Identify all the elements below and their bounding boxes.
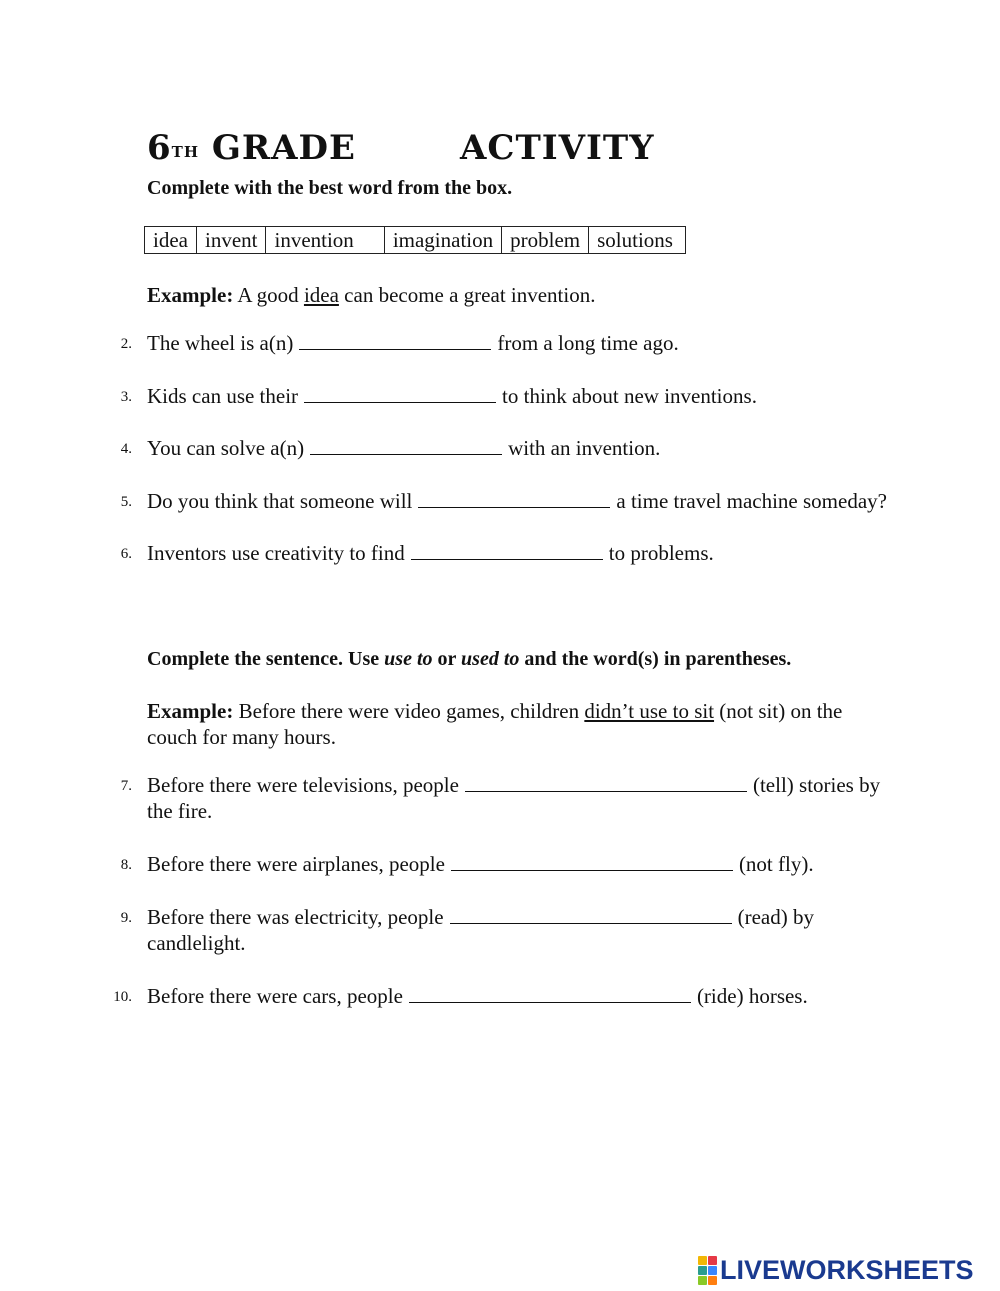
instruction-emphasis: use to [384,648,433,670]
liveworksheets-logo[interactable] [698,1255,974,1285]
example-text: can become a great invention. [338,283,596,307]
exercise-item [147,983,947,1009]
word-box-cell: invention [266,227,384,254]
answer-blank[interactable] [304,384,496,403]
answer-blank[interactable] [409,984,691,1003]
item-text: You can solve a(n) [147,436,305,460]
item-number: 5. [120,494,132,510]
word-box [144,226,686,254]
item-number: 7. [120,778,132,794]
section1-instruction: Complete with the best word from the box. [147,177,513,199]
exercise-item [147,488,967,514]
grade-suffix: TH [171,143,200,161]
exercise-item [147,435,947,461]
item-text-line2: candlelight. [147,931,246,955]
item-text: Before there were televisions, people [147,773,459,797]
item-text: (ride) horses. [696,984,808,1008]
word-box-cell: problem [502,227,589,254]
item-text: a time travel machine someday? [616,489,887,513]
item-text: (read) by [737,905,814,929]
item-text: from a long time ago. [497,331,679,355]
answer-blank[interactable] [310,436,502,455]
example-text: (not sit) on the [714,699,843,723]
logo-block [708,1276,717,1285]
logo-text: LIVEWORKSHEETS [720,1254,974,1285]
instruction-text: and the word(s) in parentheses. [519,648,792,670]
item-number: 4. [120,441,132,457]
exercise-item [147,383,947,409]
answer-blank[interactable] [451,852,733,871]
exercise-item [147,540,947,566]
item-text: Before there was electricity, people [147,905,444,929]
exercise-item [147,851,947,877]
word-box-cell: idea [145,227,197,254]
grade-word: GRADE [211,128,356,168]
example-answer: idea [303,283,339,307]
item-number: 8. [120,857,132,873]
item-number: 6. [120,546,132,562]
example-text-line2: couch for many hours. [147,725,336,749]
section2-example [147,698,927,724]
item-text: Do you think that someone will [147,489,413,513]
section2-instruction [147,647,967,671]
example-text: Before there were video games, children [233,699,585,723]
item-text: to problems. [608,541,714,565]
word-box-cell: imagination [384,227,501,254]
item-number: 10. [113,989,132,1005]
item-text-line2: the fire. [147,799,213,823]
item-number: 9. [120,910,132,926]
answer-blank[interactable] [450,905,732,924]
example-label: Example: [147,699,234,723]
worksheet-title [147,126,356,170]
activity-title: ACTIVITY [460,128,655,168]
exercise-item [147,330,947,356]
instruction-emphasis: used to [461,648,520,670]
example-label: Example: [147,283,234,307]
answer-blank[interactable] [418,489,610,508]
grade-number: 6 [147,128,172,168]
example-answer: didn’t use to sit [584,699,715,723]
item-text: Kids can use their [147,384,299,408]
instruction-text: Complete the sentence. Use [147,648,385,670]
logo-blocks-icon [698,1256,717,1285]
item-text: Before there were cars, people [147,984,403,1008]
section1-example [147,282,947,308]
item-text: (not fly). [738,852,814,876]
logo-block [708,1266,717,1275]
item-text: The wheel is a(n) [147,331,294,355]
item-number: 3. [120,389,132,405]
word-box-cell: invent [196,227,266,254]
item-text: Before there were airplanes, people [147,852,445,876]
example-text: A good [233,283,304,307]
logo-block [698,1256,707,1265]
exercise-item [147,772,947,798]
answer-blank[interactable] [465,773,747,792]
item-number: 2. [120,336,132,352]
exercise-item [147,904,947,930]
item-text: to think about new inventions. [502,384,757,408]
logo-block [708,1256,717,1265]
item-text: with an invention. [508,436,661,460]
instruction-text: or [432,648,462,670]
answer-blank[interactable] [411,541,603,560]
answer-blank[interactable] [299,331,491,350]
word-box-cell: solutions [589,227,686,254]
logo-block [698,1276,707,1285]
logo-block [698,1266,707,1275]
item-text: (tell) stories by [752,773,881,797]
item-text: Inventors use creativity to find [147,541,405,565]
